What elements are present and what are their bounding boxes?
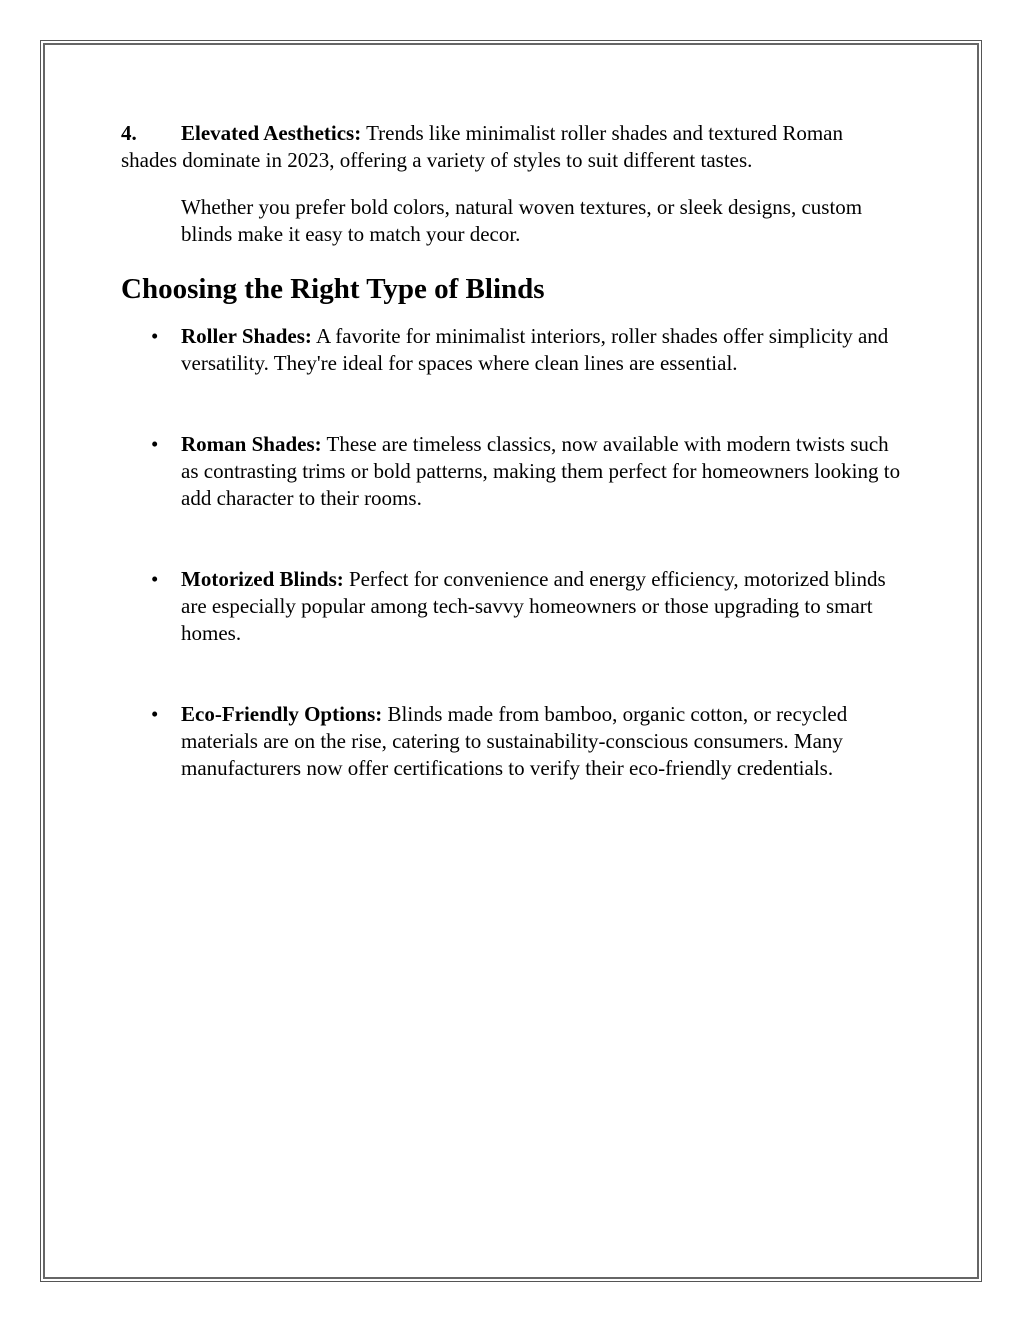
list-item-title: Roman Shades:	[181, 432, 322, 456]
indented-paragraph: Whether you prefer bold colors, natural woven textures, or sleek designs, custom blinds make it easy to match your decor.	[181, 195, 863, 246]
document-content	[121, 120, 901, 836]
list-item-text: These are timeless classics, now available with modern twists such as contrasting trims or bold patterns, making them perfect for homeowners looking to add character to their rooms.	[181, 432, 901, 510]
list-item-title: Motorized Blinds:	[181, 567, 344, 591]
blind-types-list	[121, 323, 901, 782]
bullet-icon: •	[151, 432, 159, 456]
bullet-icon: •	[151, 702, 159, 726]
numbered-paragraph-title: Elevated Aesthetics:	[181, 121, 362, 145]
list-item-roman-shades	[121, 431, 901, 512]
list-item-text: A favorite for minimalist interiors, roller shades offer simplicity and versatility. They're ideal for spaces where clean lines are essential.	[181, 324, 889, 375]
list-item-roller-shades	[121, 323, 901, 377]
bullet-icon: •	[151, 567, 159, 591]
bullet-icon: •	[151, 324, 159, 348]
numbered-paragraph-text: Trends like minimalist roller shades and textured Roman shades dominate in 2023, offering a variety of styles to suit different tastes.	[121, 121, 843, 172]
numbered-paragraph	[121, 120, 901, 174]
list-item-text: Perfect for convenience and energy efficiency, motorized blinds are especially popular among tech-savvy homeowners or those upgrading to smart homes.	[181, 567, 886, 645]
list-item-motorized-blinds	[121, 566, 901, 647]
list-item-title: Roller Shades:	[181, 324, 312, 348]
list-number: 4.	[121, 121, 137, 145]
list-item-eco-friendly-options	[121, 701, 901, 782]
list-item-title: Eco-Friendly Options:	[181, 702, 383, 726]
section-heading: Choosing the Right Type of Blinds	[121, 273, 545, 305]
list-item-text: Blinds made from bamboo, organic cotton, or recycled materials are on the rise, catering to sustainability-conscious consumers. Many manufacturers now offer certifications to verify their eco-friendly credentials.	[181, 702, 848, 780]
